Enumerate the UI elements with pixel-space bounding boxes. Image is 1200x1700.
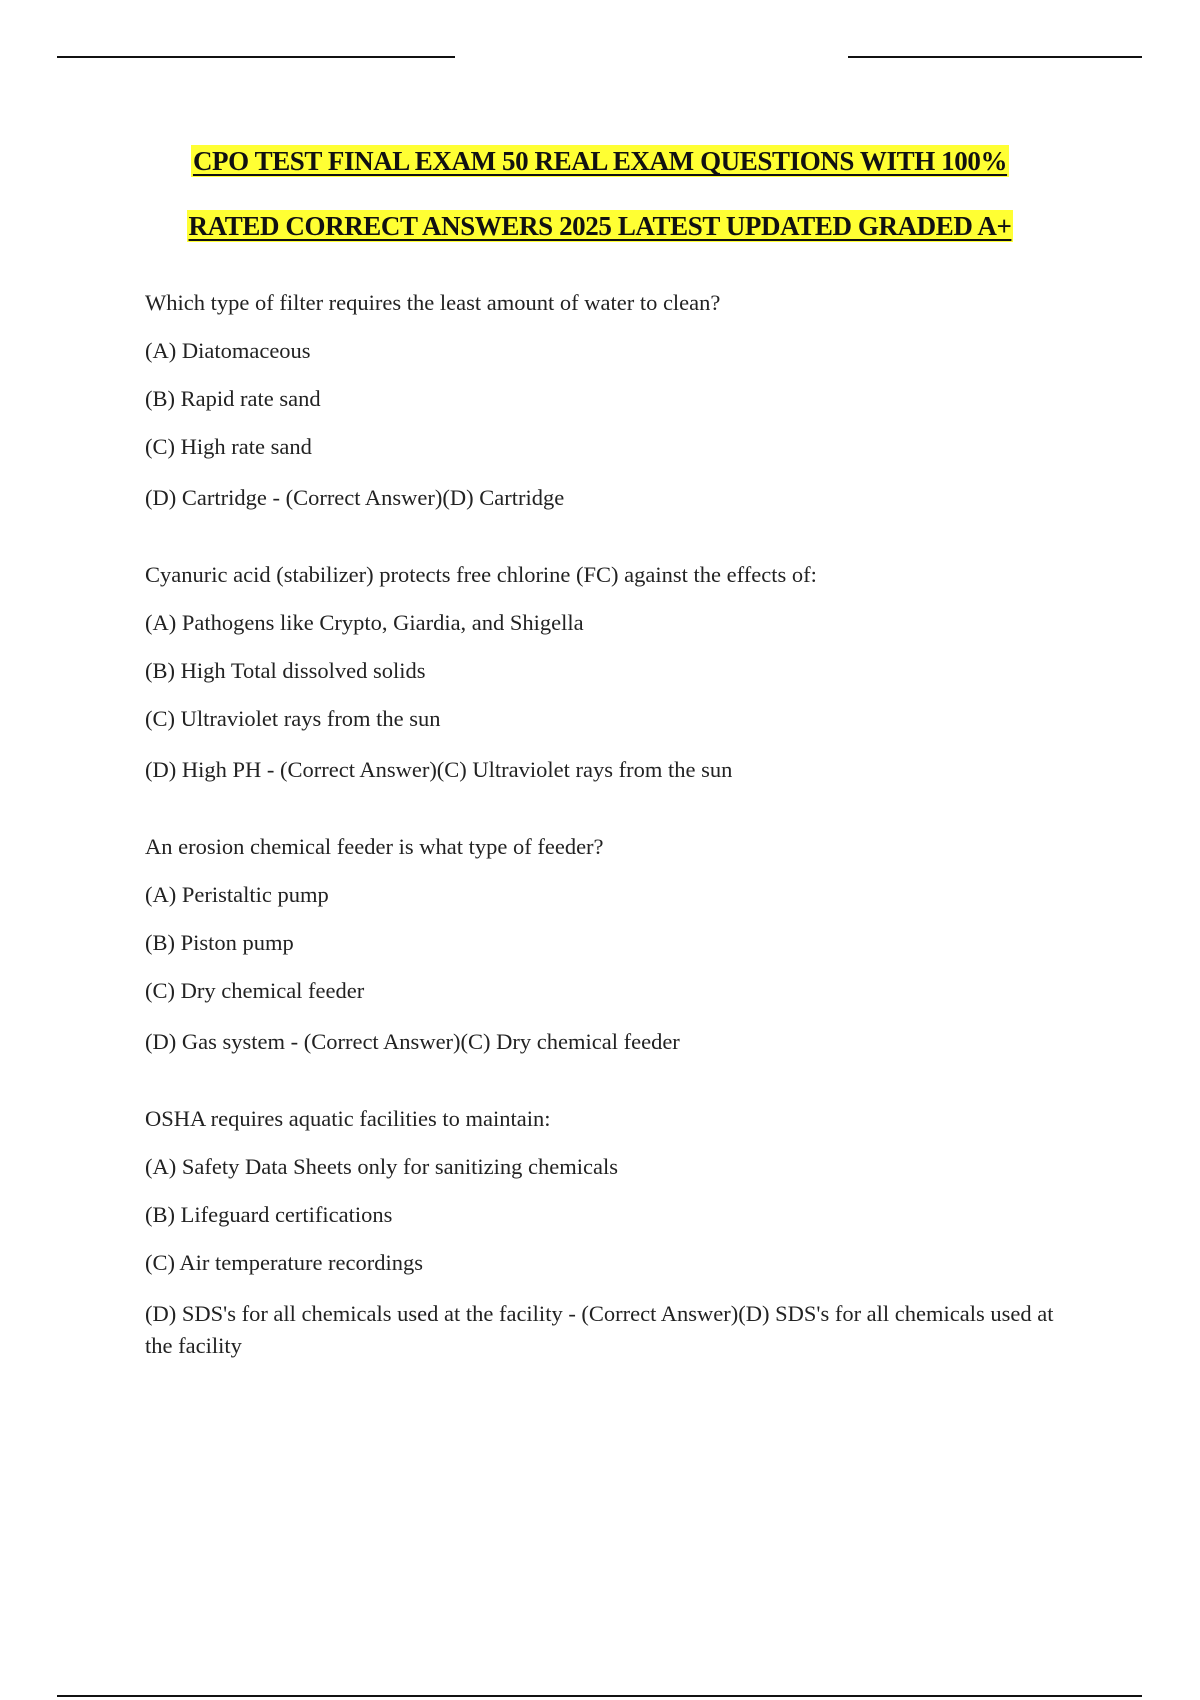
option-b: (B) High Total dissolved solids [145,658,426,683]
question-1 [145,290,1065,514]
questions-list [145,290,1065,1410]
option-a: (A) Pathogens like Crypto, Giardia, and Shigella [145,610,584,635]
option-b: (B) Rapid rate sand [145,386,321,411]
title-line-2-text: RATED CORRECT ANSWERS 2025 LATEST UPDATED GRADED A+ [188,211,1012,241]
option-d-with-answer: (D) Gas system - (Correct Answer)(C) Dry chemical feeder [145,1029,680,1054]
option-c: (C) Ultraviolet rays from the sun [145,706,441,731]
option-c: (C) Air temperature recordings [145,1250,424,1275]
header-rule-left [57,56,455,58]
option-d-with-answer: (D) Cartridge - (Correct Answer)(D) Cartridge [145,485,565,510]
question-3 [145,834,1065,1058]
option-b: (B) Lifeguard certifications [145,1202,393,1227]
question-text: OSHA requires aquatic facilities to maintain: [145,1106,551,1131]
question-text: Cyanuric acid (stabilizer) protects free chlorine (FC) against the effects of: [145,562,817,587]
option-c: (C) High rate sand [145,434,312,459]
option-d-with-answer: (D) SDS's for all chemicals used at the facility - (Correct Answer)(D) SDS's for all chemicals used at the facility [145,1301,1054,1358]
option-c: (C) Dry chemical feeder [145,978,365,1003]
question-4 [145,1106,1065,1362]
document-title-line-1 [0,146,1200,177]
title-line-1-text: CPO TEST FINAL EXAM 50 REAL EXAM QUESTIONS WITH 100% [192,146,1008,176]
question-text: An erosion chemical feeder is what type of feeder? [145,834,604,859]
option-a: (A) Safety Data Sheets only for sanitizing chemicals [145,1154,618,1179]
option-d-with-answer: (D) High PH - (Correct Answer)(C) Ultraviolet rays from the sun [145,757,733,782]
question-2 [145,562,1065,786]
question-text: Which type of filter requires the least amount of water to clean? [145,290,721,315]
document-title-line-2 [0,211,1200,242]
option-b: (B) Piston pump [145,930,294,955]
header-rule-right [848,56,1142,58]
option-a: (A) Peristaltic pump [145,882,329,907]
option-a: (A) Diatomaceous [145,338,311,363]
footer-rule [57,1695,1142,1697]
